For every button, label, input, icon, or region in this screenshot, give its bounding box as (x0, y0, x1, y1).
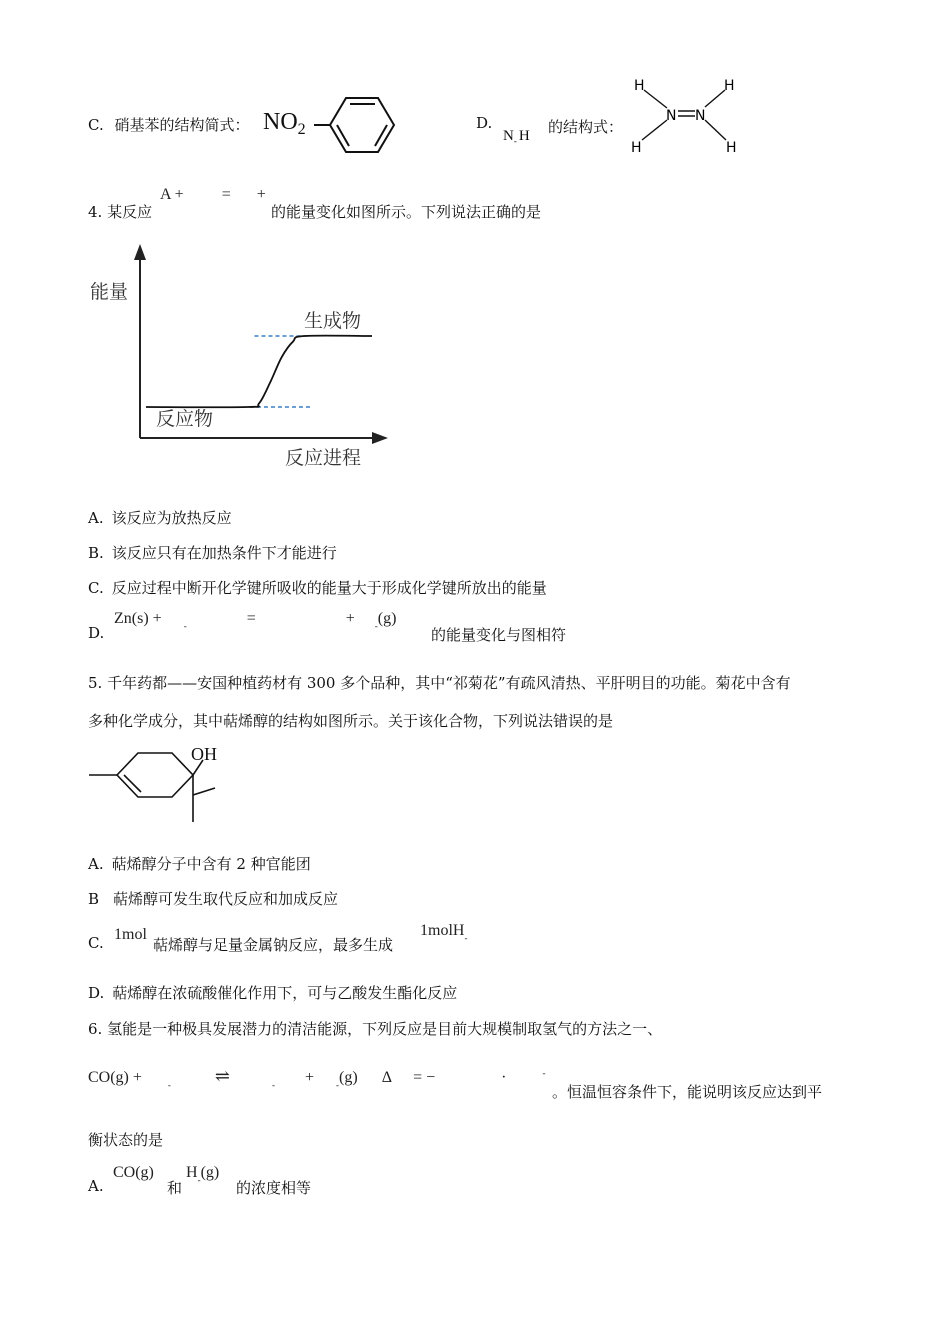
hydrazine-formula: $N_-$ H (503, 128, 530, 146)
energy-diagram (80, 240, 400, 480)
hydroxyl-label: OH (191, 744, 217, 764)
q6-option-a-and: 和 (167, 1179, 183, 1197)
q4-stem-suffix: 的能量变化如图所示。下列说法正确的是 (271, 203, 542, 221)
q6-equation: CO(g) + $_-$ ⇌ $_-$ + $_-$(g) Δ = − · - (88, 1066, 546, 1090)
q6-option-a-label: A. (88, 1177, 104, 1195)
q5-option-c-label: C. (88, 934, 104, 952)
q3-option-d-label: D. (476, 114, 493, 132)
q6-stem: 6. 氢能是一种极具发展潜力的清洁能源，下列反应是目前大规模制取氢气的方法之一、 (88, 1020, 663, 1038)
svg-text:H: H (724, 78, 735, 94)
q5-stem-line2: 多种化学成分，其中萜烯醇的结构如图所示。关于该化合物，下列说法错误的是 (88, 712, 614, 730)
svg-text:N: N (666, 108, 677, 124)
y-axis-arrow (134, 244, 146, 260)
option-text: 硝基苯的结构简式： (114, 116, 250, 134)
q5-option-b: B 萜烯醇可发生取代反应和加成反应 (88, 890, 339, 908)
q4-stem-prefix: 4. 某反应 (88, 203, 153, 221)
q5-option-a: A. 萜烯醇分子中含有 2 种官能团 (88, 855, 311, 873)
x-axis-arrow (372, 432, 388, 444)
reactant-label: 反应物 (156, 408, 214, 430)
q5-option-c-mol1: 1mol (114, 926, 147, 943)
nitro-group-label: $NO_2$ (263, 109, 306, 138)
q5-option-c-mol2: 1molH$_-$ (420, 922, 468, 943)
x-axis-label: 反应进程 (285, 447, 362, 469)
q6-option-a-h2: $H_-(g)$ (186, 1164, 220, 1185)
svg-text:H: H (726, 140, 737, 156)
q4-option-d-label: D. (88, 624, 105, 642)
q4-option-c: C. 反应过程中断开化学键所吸收的能量大于形成化学键所放出的能量 (88, 579, 547, 597)
q4-option-d-text: 的能量变化与图相符 (431, 626, 567, 644)
q6-stem-tail: 。恒温恒容条件下，能说明该反应达到平 (552, 1083, 823, 1101)
q6-option-a-co: CO(g) (113, 1164, 154, 1181)
y-axis-label: 能量 (90, 281, 129, 303)
hydrazine-structure (628, 70, 748, 160)
product-label: 生成物 (304, 310, 362, 332)
q6-stem-line3: 衡状态的是 (88, 1131, 164, 1149)
svg-text:H: H (634, 78, 645, 94)
q5-option-d: D. 萜烯醇在浓硫酸催化作用下，可与乙酸发生酯化反应 (88, 984, 458, 1002)
q4-option-a: A. 该反应为放热反应 (88, 509, 232, 527)
energy-curve (146, 336, 372, 408)
q4-equation: A + = + (160, 186, 266, 203)
svg-text:H: H (631, 140, 642, 156)
q4-option-d-equation: Zn(s) + $_-$ = + $_-$(g) (114, 610, 397, 631)
terpineol-structure (85, 740, 245, 830)
q3-option-d-text: 的结构式： (548, 118, 624, 136)
q4-option-b: B. 该反应只有在加热条件下才能进行 (88, 544, 337, 562)
option-label: C. (88, 116, 104, 134)
nitrobenzene-structure (300, 92, 400, 158)
q6-option-a-text: 的浓度相等 (236, 1179, 312, 1197)
svg-text:N: N (695, 108, 706, 124)
q3-option-c (88, 114, 250, 135)
q5-stem-line1: 5. 千年药都——安国种植药材有 300 多个品种，其中“祁菊花”有疏风清热、平肝明目的功能。菊花中含有 (88, 674, 791, 692)
q5-option-c-text: 萜烯醇与足量金属钠反应，最多生成 (153, 936, 394, 954)
